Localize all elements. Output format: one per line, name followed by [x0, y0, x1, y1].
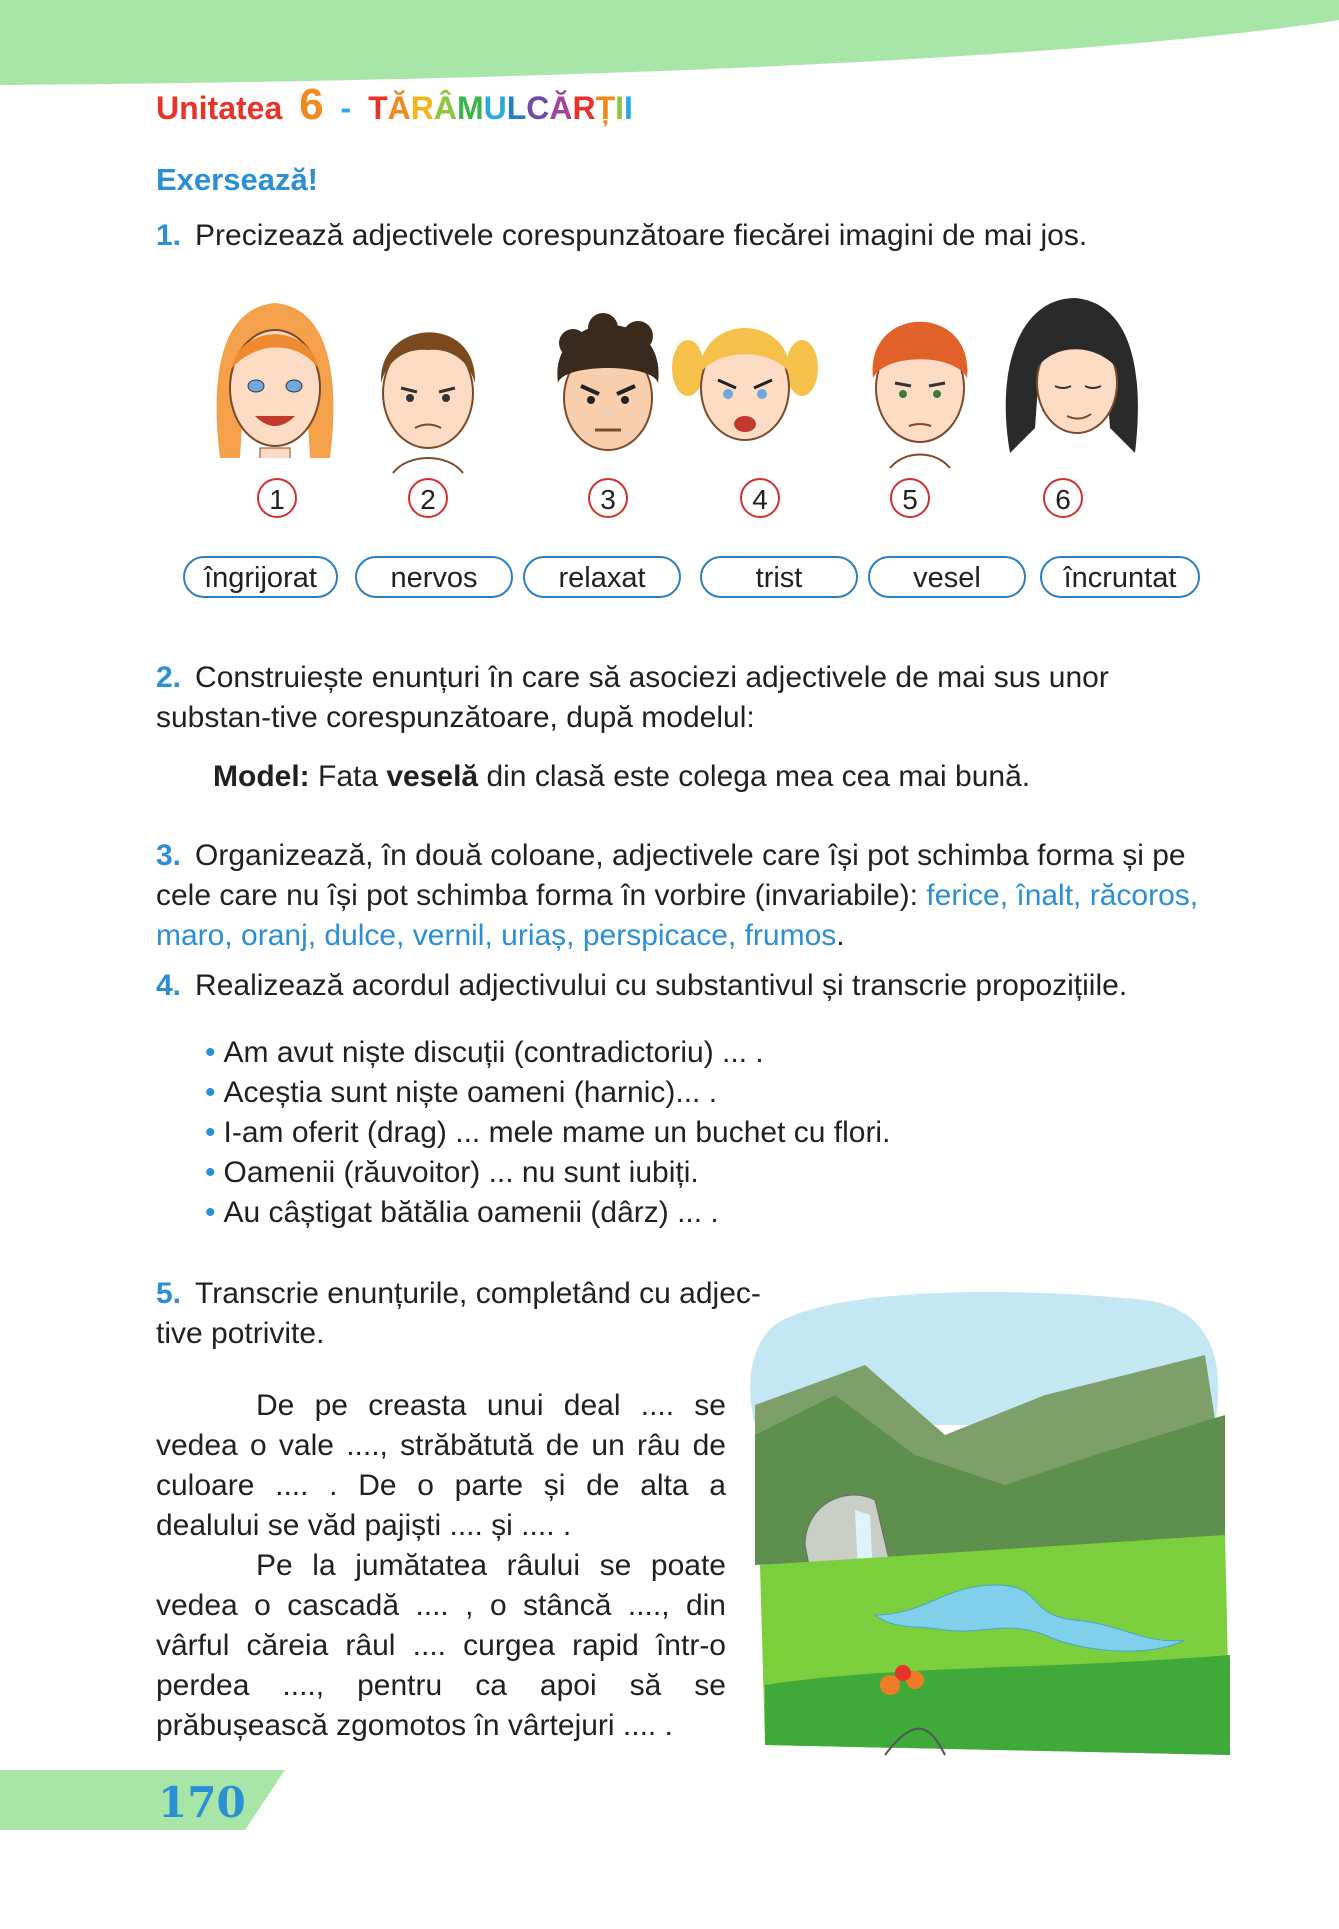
face-number-5: 5 [890, 478, 930, 518]
task-4 [156, 966, 1226, 1006]
model-bold-word: veselă [386, 760, 479, 793]
unit-title-letter: I [624, 90, 633, 126]
unit-title-letter: T [368, 90, 388, 126]
face-number-6: 6 [1043, 478, 1083, 518]
face-angry-girl-image [670, 288, 820, 478]
model-text-before: Fata [309, 760, 387, 793]
face-number-4: 4 [740, 478, 780, 518]
face-relaxed-girl-image [995, 288, 1145, 478]
task-end: . [836, 919, 845, 952]
face-number-3: 3 [588, 478, 628, 518]
task-number: 2. [156, 661, 182, 694]
unit-title-letter: R [410, 90, 434, 126]
task-5 [156, 1274, 776, 1354]
unit-title-letter: L [506, 90, 527, 126]
page-number-band [0, 1770, 290, 1830]
task-1 [156, 216, 1226, 256]
unit-title-letter: M [456, 90, 484, 126]
bullet-icon: • [205, 1036, 216, 1069]
unit-title-letter: Â [433, 90, 457, 126]
unit-title-letter: I [615, 90, 625, 126]
unit-title-letter: Ă [387, 90, 411, 126]
sentence-text: Aceștia sunt niște oameni (harnic)... . [223, 1076, 718, 1109]
bullet-icon: • [205, 1156, 216, 1189]
faces-illustration [195, 288, 1155, 478]
list-item [205, 1153, 890, 1193]
unit-header [156, 80, 633, 130]
task-2 [156, 658, 1226, 738]
adjective-chip: relaxat [523, 556, 681, 598]
page-number: 170 [158, 1778, 246, 1827]
face-number-2: 2 [408, 478, 448, 518]
face-angry-curly-boy-image [533, 288, 683, 478]
model-sentence [213, 760, 1030, 794]
face-worried-boy-image [353, 288, 503, 478]
adjective-chip: vesel [868, 556, 1026, 598]
face-number-1: 1 [257, 478, 297, 518]
unit-title-letter: U [483, 90, 507, 126]
unit-word: Unitatea [156, 90, 283, 126]
task-text: Construiește enunțuri în care să asociezi adjectivele de mai sus unor substan-tive corespunzătoare, după modelul: [156, 661, 1109, 734]
sentence-text: Oamenii (răuvoitor) ... nu sunt iubiți. [223, 1156, 699, 1189]
bullet-icon: • [205, 1196, 216, 1229]
unit-title-letter: Ț [595, 90, 616, 126]
task-3 [156, 836, 1226, 956]
task-text: Precizează adjectivele corespunzătoare fiecărei imagini de mai jos. [195, 219, 1088, 252]
adjective-chip: nervos [355, 556, 513, 598]
adjective-chip: încruntat [1040, 556, 1200, 598]
task-text: Realizează acordul adjectivului cu substantivul și transcrie propozițiile. [195, 969, 1128, 1002]
paragraph: Pe la jumătatea râului se poate vedea o cascadă .... , o stâncă ...., din vârful căreia râul .... curgea rapid într-o perdea ...., pentru ca apoi să se prăbușească zgomotos în vârtejuri .... . [156, 1549, 726, 1742]
sentence-text: Au câștigat bătălia oamenii (dârz) ... . [223, 1196, 719, 1229]
face-sad-ginger-boy-image [845, 288, 995, 478]
adjective-chip: trist [700, 556, 858, 598]
unit-title-letter: R [572, 90, 596, 126]
bullet-icon: • [205, 1116, 216, 1149]
adjective-chip: îngrijorat [183, 556, 338, 598]
bullet-icon: • [205, 1076, 216, 1109]
unit-dash: - [340, 90, 352, 126]
task-text: Transcrie enunțurile, completând cu adjec-tive potrivite. [156, 1277, 761, 1350]
unit-title-letter: C [526, 90, 550, 126]
section-heading: Exersează! [156, 162, 319, 197]
unit-title [368, 90, 633, 126]
task-text: Organizează, în două coloane, adjectivele care își pot schimba forma și pe cele care nu își pot schimba forma în vorbire (invariabile): [156, 839, 1186, 912]
sentence-text: Am avut niște discuții (contradictoriu) ... . [223, 1036, 764, 1069]
task-number: 3. [156, 839, 182, 872]
face-happy-girl-image [200, 288, 350, 478]
unit-title-letter: Ă [549, 90, 573, 126]
model-label: Model: [213, 760, 310, 793]
list-item [205, 1113, 890, 1153]
fill-in-text [156, 1386, 726, 1746]
task-number: 1. [156, 219, 182, 252]
valley-waterfall-image [745, 1285, 1235, 1760]
model-text-after: din clasă este colega mea cea mai bună. [478, 760, 1031, 793]
paragraph: De pe creasta unui deal .... se vedea o vale ...., străbătută de un râu de culoare .... . De o parte și de alta a dealului se văd pajiști .... și .... . [156, 1389, 726, 1542]
sentence-text: I-am oferit (drag) ... mele mame un buchet cu flori. [223, 1116, 891, 1149]
task-number: 5. [156, 1277, 182, 1310]
adjective-list: ferice, înalt, răcoros, maro, oranj, dulce, vernil, uriaș, perspicace, frumos [156, 879, 1199, 952]
list-item [205, 1033, 890, 1073]
list-item [205, 1193, 890, 1233]
unit-number: 6 [299, 80, 324, 129]
list-item [205, 1073, 890, 1113]
sentence-list [205, 1033, 890, 1233]
task-number: 4. [156, 969, 182, 1002]
